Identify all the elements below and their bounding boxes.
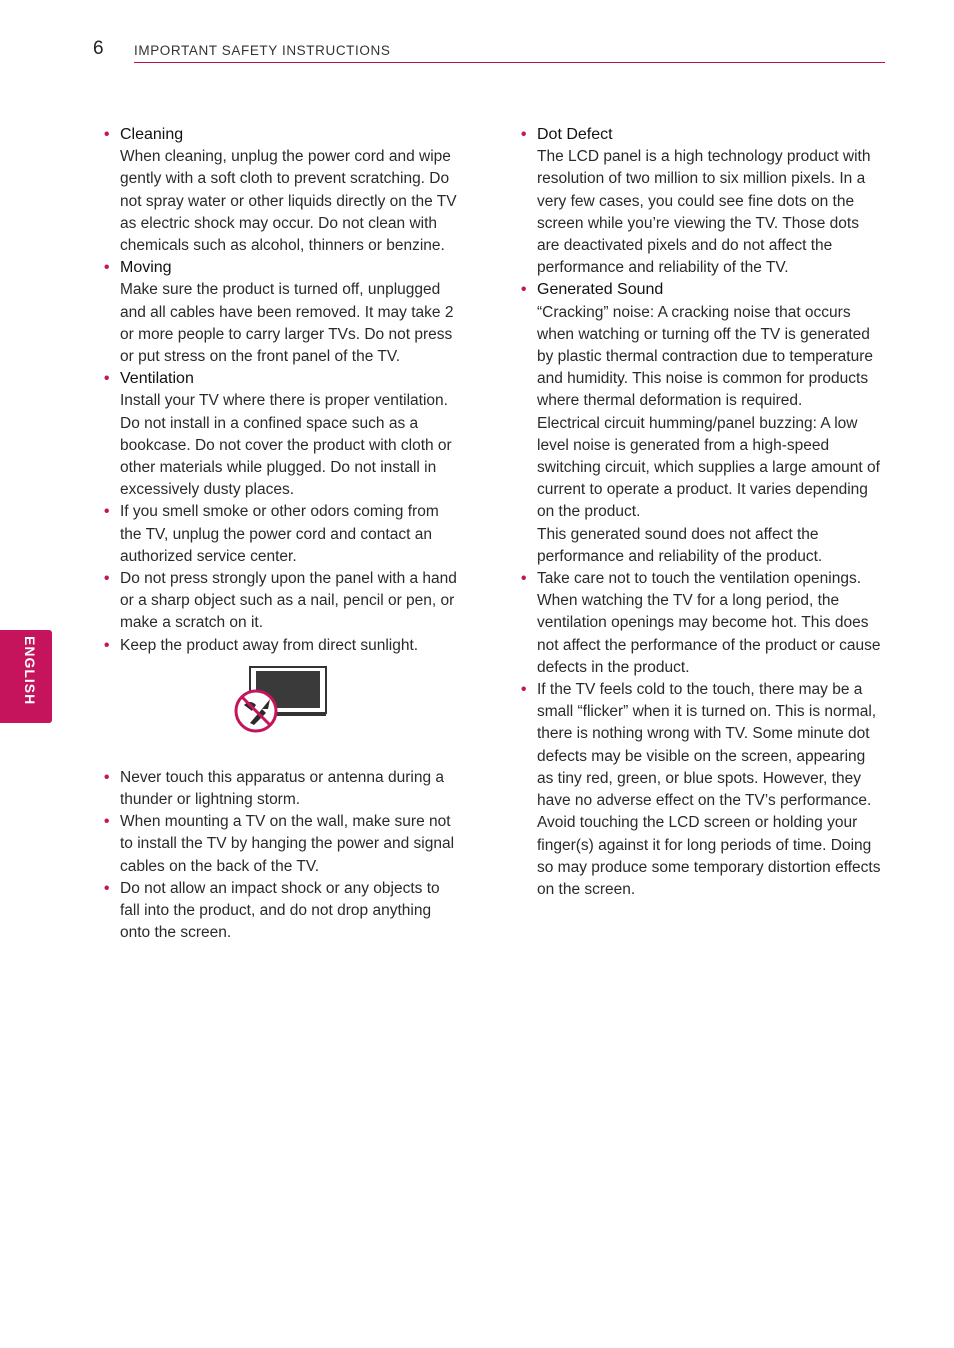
- item-body: Never touch this apparatus or antenna during a thunder or lightning storm.: [120, 768, 444, 809]
- illustration: [104, 665, 460, 757]
- item-body: If the TV feels cold to the touch, there may be a small “flicker” when it is turned on. This is normal, there is nothing wrong with TV. Some minute dot defects may be visible on the screen, appearing as tiny red, green, or blue spots. However, they have no adverse effect on the TV’s performance. Avoid touching the LCD screen or holding your finger(s) against it for long periods of time. Doing so may produce some temporary distortion effects on the screen.: [537, 681, 881, 898]
- safety-list-left-top: [104, 124, 460, 657]
- bullet-icon: •: [521, 126, 527, 143]
- bullet-icon: •: [104, 503, 110, 521]
- bullet-icon: •: [104, 570, 110, 588]
- item-body: Take care not to touch the ventilation openings. When watching the TV for a long period, the ventilation openings may become hot. This does not affect the performance of the product or cause defects in the product.: [537, 570, 881, 676]
- language-tab-label: ENGLISH: [22, 636, 38, 706]
- bullet-icon: •: [521, 681, 527, 699]
- list-item: [521, 679, 881, 901]
- bullet-icon: •: [104, 126, 110, 143]
- item-body: Make sure the product is turned off, unplugged and all cables have been removed. It may take 2 or more people to carry larger TVs. Do not press or put stress on the front panel of the TV.: [120, 281, 454, 366]
- bullet-icon: •: [104, 259, 110, 277]
- list-item: [104, 878, 460, 945]
- item-body: Keep the product away from direct sunlight.: [120, 636, 419, 654]
- item-body: Do not allow an impact shock or any objects to fall into the product, and do not drop anything onto the screen.: [120, 879, 440, 942]
- item-title: Cleaning: [120, 126, 184, 143]
- item-title: Moving: [120, 259, 172, 277]
- bullet-icon: •: [104, 768, 110, 786]
- list-item-moving: [104, 257, 460, 368]
- list-item: [521, 568, 881, 679]
- list-item: [104, 635, 460, 657]
- item-body: When cleaning, unplug the power cord and wipe gently with a soft cloth to prevent scratching. Do not spray water or other liquids directly on the TV as electric shock may occur. Do not clean with chemicals such as alcohol, thinners or benzine.: [120, 148, 457, 255]
- item-body: Do not press strongly upon the panel with a hand or a sharp object such as a nail, pencil or pen, or make a scratch on it.: [120, 570, 457, 632]
- item-body: The LCD panel is a high technology product with resolution of two million to six million pixels. In a very few cases, you could see fine dots on the screen while you’re viewing the TV. Those dots are deactivated pixels and do not affect the performance and reliability of the TV.: [537, 148, 871, 277]
- header-divider: [134, 62, 885, 63]
- list-item-cleaning: [104, 124, 460, 257]
- list-item-dot-defect: [521, 124, 881, 279]
- item-paragraph: This generated sound does not affect the performance and reliability of the product.: [537, 525, 823, 565]
- bullet-icon: •: [104, 370, 110, 388]
- list-item-ventilation: [104, 368, 460, 501]
- safety-list-right: [521, 124, 881, 901]
- page-number: 6: [93, 38, 104, 59]
- item-title: Generated Sound: [537, 281, 664, 299]
- item-body: When mounting a TV on the wall, make sure not to install the TV by hanging the power and signal cables on the back of the TV.: [120, 813, 455, 875]
- list-item-generated-sound: [521, 279, 881, 568]
- left-column: [104, 124, 460, 945]
- item-title: Dot Defect: [537, 126, 613, 143]
- safety-list-left-bottom: [104, 767, 460, 945]
- item-body: Install your TV where there is proper ventilation. Do not install in a confined space such as a bookcase. Do not cover the product with cloth or other materials while plugged. Do not install in excessively dusty places.: [120, 392, 452, 499]
- item-body: If you smell smoke or other odors coming from the TV, unplug the power cord and contact an authorized service center.: [120, 503, 439, 565]
- item-paragraph: Electrical circuit humming/panel buzzing: A low level noise is generated from a high-speed switching circuit, which supplies a large amount of current to operate a product. It varies depending on the product.: [537, 414, 880, 521]
- bullet-icon: •: [521, 281, 527, 299]
- list-item: [104, 501, 460, 568]
- right-column: [521, 124, 881, 901]
- item-title: Ventilation: [120, 370, 194, 388]
- section-title: IMPORTANT SAFETY INSTRUCTIONS: [134, 43, 391, 58]
- list-item: [104, 568, 460, 635]
- bullet-icon: •: [104, 636, 110, 654]
- bullet-icon: •: [104, 879, 110, 897]
- bullet-icon: •: [104, 813, 110, 831]
- list-item: [104, 767, 460, 811]
- bullet-icon: •: [521, 570, 527, 588]
- item-paragraph: “Cracking” noise: A cracking noise that occurs when watching or turning off the TV is generated by plastic thermal contraction due to temperature and humidity. This noise is common for products where thermal deformation is required.: [537, 303, 874, 410]
- list-item: [104, 811, 460, 878]
- no-sharp-object-on-tv-icon: [232, 665, 332, 737]
